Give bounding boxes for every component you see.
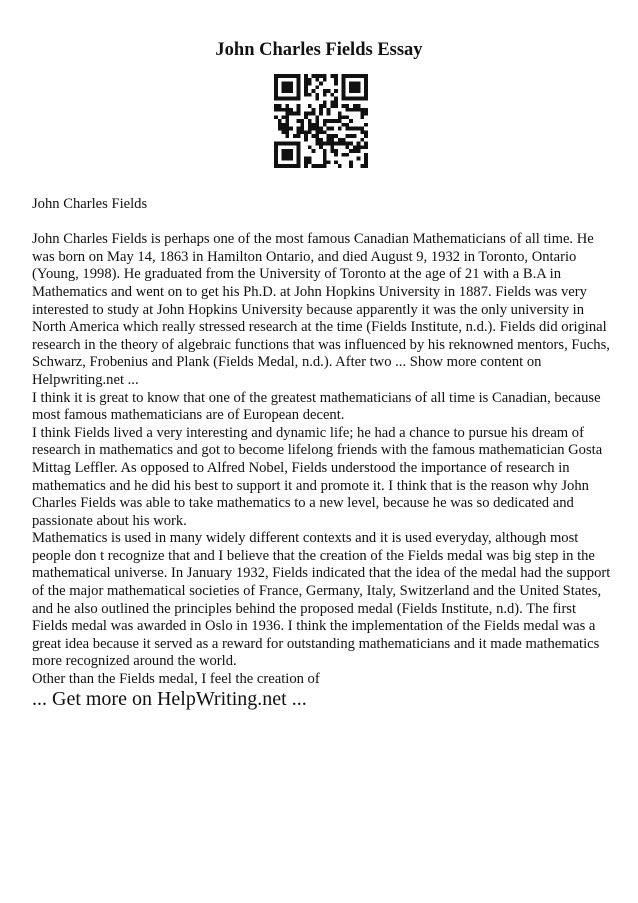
paragraph-1: John Charles Fields is perhaps one of the most famous Canadian Mathematicians of all time. He was born on May 14, 1863 in Hamilton Ontario, and died August 9, 1932 in Toronto, Ontario (Young, 1998). He graduated from the University of Toronto at the age of 21 with a B.A in Mathematics and went on to get his Ph.D. at John Hopkins University in 1887. Fields was very interested to study at John Hopkins University because apparently it was the only university in North America which really stressed research at the time (Fields Institute, n.d.). Fields did original research in the theory of algebraic functions that was influenced by his reknowned mentors, Fuchs, Schwarz, Frobenius and Plank (Fields Medal, n.d.). After two ... Show more content on Helpwriting.net ...: [32, 231, 610, 388]
get-more-link[interactable]: ... Get more on HelpWriting.net ...: [32, 688, 307, 710]
qr-code-icon[interactable]: [274, 74, 368, 168]
paragraph-5: Other than the Fields medal, I feel the creation of: [32, 671, 320, 688]
document-title: John Charles Fields Essay: [215, 40, 423, 60]
paragraph-4: Mathematics is used in many widely different contexts and it is used everyday, although most people don t recognize that and I believe that the creation of the Fields medal was big step in the mathematical universe. In January 1932, Fields indicated that the idea of the medal had the support of the major mathematical societies of France, Germany, Italy, Switzerland and the United States, and he also outlined the principles behind the proposed medal (Fields Institute, n.d). The first Fields medal was awarded in Oslo in 1936. I think the implementation of the Fields medal was a great idea because it served as a reward for outstanding mathematicians and it made mathematics more recognized around the world.: [32, 530, 611, 670]
paragraph-2: I think it is great to know that one of the greatest mathematicians of all time is Canadian, because most famous mathematicians are of European decent.: [32, 389, 601, 424]
essay-body: [32, 196, 612, 689]
essay-heading: John Charles Fields: [32, 196, 148, 212]
paragraph-3: I think Fields lived a very interesting and dynamic life; he had a chance to pursue his dream of research in mathematics and got to become lifelong friends with the famous mathematician Gosta Mittag Leffler. As opposed to Alfred Nobel, Fields understood the importance of research in mathematics and he did his best to support it and promote it. I think that is the reason why John Charles Fields was able to take mathematics to a new level, because he was so dedicated and passionate about his work.: [32, 424, 603, 529]
